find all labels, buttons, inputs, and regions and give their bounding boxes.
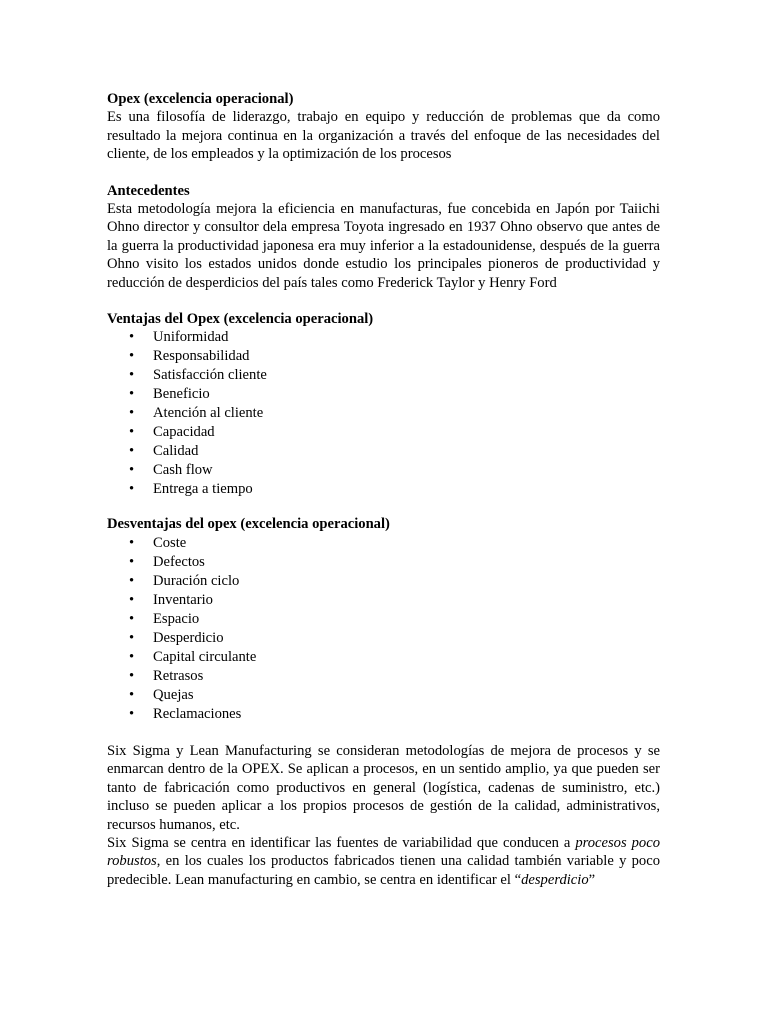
opex-heading: Opex (excelencia operacional) <box>107 91 294 107</box>
list-item <box>107 404 660 423</box>
list-item <box>107 686 660 705</box>
list-item <box>107 553 660 572</box>
bullet-icon: • <box>129 367 135 384</box>
six-sigma-lean-paragraph: Six Sigma y Lean Manufacturing se consideran metodologías de mejora de procesos y se enmarcan dentro de la OPEX. Se aplican a procesos, en un sentido amplio, ya que pueden ser tanto de fabricación como productivos en general (logística, cadenas de suministro, etc.) incluso se pueden aplicar a los propios procesos de gestión de la calidad, administrativos, recursos humanos, etc. <box>107 742 660 833</box>
ventajas-list <box>107 328 660 499</box>
bullet-icon: • <box>129 481 135 498</box>
list-item-text: Reclamaciones <box>153 705 242 722</box>
list-item <box>107 534 660 553</box>
list-item-text: Satisfacción cliente <box>153 367 267 384</box>
bullet-icon: • <box>129 572 135 589</box>
bullet-icon: • <box>129 386 135 403</box>
list-item-text: Quejas <box>153 686 194 703</box>
list-item <box>107 629 660 648</box>
list-item-text: Responsabilidad <box>153 348 250 365</box>
emphasis-text: procesos poco robustos <box>107 834 660 870</box>
bullet-icon: • <box>129 591 135 608</box>
spacer <box>107 164 660 182</box>
spacer <box>107 292 660 310</box>
paragraph-text: , en los cuales los productos fabricados tienen una calidad también variable y poco predecible. Lean manufacturing en cambio, se centra en identificar el “ <box>107 853 660 888</box>
list-item-text: Entrega a tiempo <box>153 481 253 498</box>
bullet-icon: • <box>129 705 135 722</box>
bullet-icon: • <box>129 462 135 479</box>
list-item-text: Desperdicio <box>153 629 224 646</box>
list-item-text: Coste <box>153 534 187 551</box>
list-item <box>107 705 660 724</box>
list-item <box>107 610 660 629</box>
bullet-icon: • <box>129 443 135 460</box>
list-item-text: Inventario <box>153 591 213 608</box>
list-item-text: Uniformidad <box>153 329 229 346</box>
list-item-text: Cash flow <box>153 462 213 479</box>
list-item <box>107 366 660 385</box>
paragraph-text: Six Sigma se centra en identificar las fuentes de variabilidad que conducen a <box>107 834 576 851</box>
antecedentes-heading: Antecedentes <box>107 182 190 199</box>
desventajas-list <box>107 534 660 724</box>
list-item <box>107 648 660 667</box>
bullet-icon: • <box>129 405 135 422</box>
list-item <box>107 328 660 347</box>
list-item <box>107 461 660 480</box>
list-item <box>107 480 660 499</box>
desventajas-heading: Desventajas del opex (excelencia operacional) <box>107 516 390 533</box>
bullet-icon: • <box>129 553 135 570</box>
list-item-text: Calidad <box>153 443 199 460</box>
ventajas-heading: Ventajas del Opex (excelencia operacional) <box>107 311 374 328</box>
bullet-icon: • <box>129 629 135 646</box>
opex-definition: Es una filosofía de liderazgo, trabajo en equipo y reducción de problemas que da como resultado la mejora continua en la organización a través del enfoque de las necesidades del cliente, de los empleados y la optimización de los procesos <box>107 109 660 163</box>
bullet-icon: • <box>129 348 135 365</box>
bullet-icon: • <box>129 610 135 627</box>
list-item <box>107 591 660 610</box>
list-item <box>107 667 660 686</box>
list-item-text: Defectos <box>153 553 205 570</box>
list-item <box>107 423 660 442</box>
six-sigma-focus-paragraph <box>107 834 660 889</box>
list-item-text: Atención al cliente <box>153 405 264 422</box>
document-page <box>107 90 660 889</box>
bullet-icon: • <box>129 686 135 703</box>
bullet-icon: • <box>129 329 135 346</box>
list-item <box>107 572 660 591</box>
list-item-text: Espacio <box>153 610 200 627</box>
list-item-text: Beneficio <box>153 386 210 403</box>
list-item-text: Capital circulante <box>153 648 257 665</box>
bullet-icon: • <box>129 424 135 441</box>
spacer <box>107 499 660 515</box>
bullet-icon: • <box>129 648 135 665</box>
paragraph-text: ” <box>588 871 596 888</box>
list-item <box>107 442 660 461</box>
list-item-text: Retrasos <box>153 667 204 684</box>
list-item-text: Capacidad <box>153 424 215 441</box>
list-item <box>107 347 660 366</box>
bullet-icon: • <box>129 667 135 684</box>
antecedentes-paragraph: Esta metodología mejora la eficiencia en manufacturas, fue concebida en Japón por Taiichi Ohno director y consultor dela empresa Toyota ingresado en 1937 Ohno observo que antes de la guerra la productividad japonesa era muy inferior a la estadounidense, después de la guerra Ohno visito los estados unidos donde estudio los principales pioneros de productividad y reducción de desperdicios del país tales como Frederick Taylor y Henry Ford <box>107 201 660 291</box>
list-item <box>107 385 660 404</box>
spacer <box>107 724 660 742</box>
bullet-icon: • <box>129 534 135 551</box>
emphasis-text: desperdicio <box>521 871 589 888</box>
list-item-text: Duración ciclo <box>153 572 240 589</box>
